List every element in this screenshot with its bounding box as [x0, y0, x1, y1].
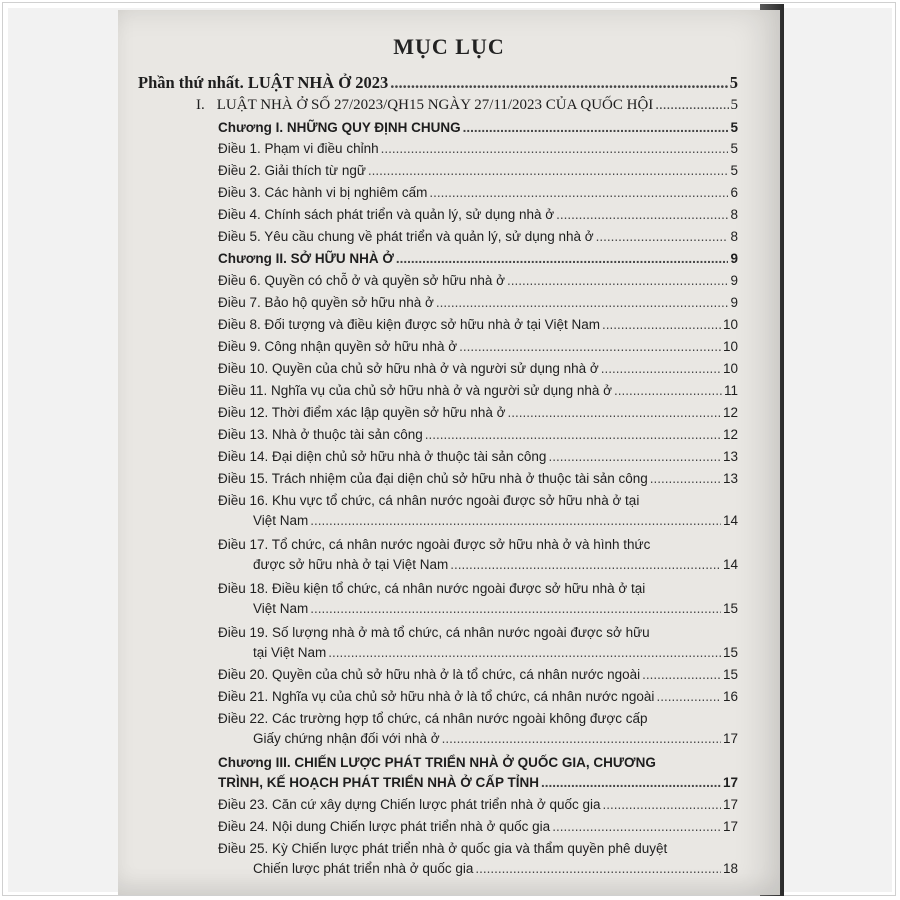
toc-leader [507, 273, 728, 288]
toc-chapter-continuation [218, 775, 738, 790]
toc-leader [429, 185, 728, 200]
toc-article [218, 449, 738, 464]
toc-article-continuation [253, 861, 738, 876]
toc-law [196, 97, 738, 114]
toc-entry-text: Chương I. NHỮNG QUY ĐỊNH CHUNG [218, 120, 461, 135]
toc-entry-text: Điều 11. Nghĩa vụ của chủ sở hữu nhà ở và người sử dụng nhà ở [218, 383, 612, 398]
toc-article [218, 471, 738, 486]
toc-page-number: 9 [730, 251, 738, 266]
toc-article-continuation [253, 731, 738, 746]
toc-leader [310, 601, 721, 616]
toc-leader [642, 667, 721, 682]
toc-article [218, 797, 738, 812]
toc-entry-text: Điều 8. Đối tượng và điều kiện được sở hữu nhà ở tại Việt Nam [218, 317, 600, 332]
toc-page-number: 17 [722, 775, 738, 790]
toc-leader [508, 405, 721, 420]
toc-entry-text: Điều 10. Quyền của chủ sở hữu nhà ở và người sử dụng nhà ở [218, 361, 599, 376]
toc-article [218, 229, 738, 244]
toc-entry-text: Điều 21. Nghĩa vụ của chủ sở hữu nhà ở là tổ chức, cá nhân nước ngoài [218, 689, 655, 704]
toc-leader [548, 449, 721, 464]
toc-article [218, 317, 738, 332]
toc-page-number: 5 [730, 141, 738, 156]
toc-leader [602, 317, 721, 332]
toc-law-number: I. [196, 97, 205, 113]
toc-leader [614, 383, 722, 398]
toc-article [218, 295, 738, 310]
toc-page-number: 8 [730, 229, 738, 244]
toc-page-number: 12 [722, 427, 738, 442]
toc-chapter [218, 251, 738, 266]
toc-leader [601, 361, 721, 376]
toc-leader [436, 295, 729, 310]
toc-article [218, 163, 738, 178]
toc-part [138, 73, 738, 93]
toc-leader [328, 645, 721, 660]
toc-page-number: 6 [730, 185, 738, 200]
toc-page-number: 14 [722, 557, 738, 572]
toc-article-line: Điều 19. Số lượng nhà ở mà tổ chức, cá nhân nước ngoài được sở hữu [218, 625, 650, 640]
toc-continuation-text: Việt Nam [253, 601, 309, 616]
toc-continuation-text: tại Việt Nam [253, 645, 327, 660]
toc-page-number: 17 [722, 731, 738, 746]
toc-page-number: 5 [729, 73, 738, 92]
toc-chapter [218, 120, 738, 135]
toc-leader [541, 775, 721, 790]
toc-page-number: 15 [722, 667, 738, 682]
toc-page-number: 17 [722, 797, 738, 812]
toc-law-text: LUẬT NHÀ Ở SỐ 27/2023/QH15 NGÀY 27/11/2023 CỦA QUỐC HỘI [216, 97, 654, 113]
toc-leader [310, 513, 721, 528]
toc-leader [596, 229, 729, 244]
toc-page-number: 17 [722, 819, 738, 834]
toc-continuation-text: TRÌNH, KẾ HOẠCH PHÁT TRIỂN NHÀ Ở CẤP TỈNH [218, 775, 540, 790]
toc-part-text: Phần thứ nhất. LUẬT NHÀ Ở 2023 [138, 73, 389, 92]
toc-article-continuation [253, 601, 738, 616]
toc-continuation-text: Chiến lược phát triển nhà ở quốc gia [253, 861, 474, 876]
toc-page-number: 8 [730, 207, 738, 222]
page-title: MỤC LỤC [393, 34, 505, 59]
toc-entry-text: Chương II. SỞ HỮU NHÀ Ở [218, 251, 394, 266]
toc-article-line: Điều 17. Tổ chức, cá nhân nước ngoài được sở hữu nhà ở và hình thức [218, 537, 651, 552]
toc-page-number: 10 [722, 339, 738, 354]
toc-article [218, 141, 738, 156]
toc-entry-text: Điều 14. Đại diện chủ sở hữu nhà ở thuộc tài sản công [218, 449, 547, 464]
toc-leader [450, 557, 721, 572]
toc-leader [656, 689, 721, 704]
toc-entry-text: Điều 1. Phạm vi điều chỉnh [218, 141, 379, 156]
toc-leader [650, 471, 721, 486]
toc-entry-text: Điều 7. Bảo hộ quyền sở hữu nhà ở [218, 295, 434, 310]
toc-page-number: 18 [722, 861, 738, 876]
toc-leader [368, 163, 729, 178]
toc-page-number: 15 [722, 645, 738, 660]
toc-leader [552, 819, 721, 834]
toc-article [218, 383, 738, 398]
toc-leader [655, 97, 728, 114]
toc-article [218, 361, 738, 376]
toc-article [218, 185, 738, 200]
toc-article [218, 273, 738, 288]
toc-continuation-text: được sở hữu nhà ở tại Việt Nam [253, 557, 449, 572]
toc-entry-text: Điều 3. Các hành vi bị nghiêm cấm [218, 185, 428, 200]
toc-page-number: 13 [722, 471, 738, 486]
toc-page-number: 11 [723, 383, 738, 398]
book-page [118, 10, 780, 895]
toc-entry-text: Điều 15. Trách nhiệm của đại diện chủ sở hữu nhà ở thuộc tài sản công [218, 471, 648, 486]
toc-leader [381, 141, 729, 156]
toc-leader [396, 251, 729, 266]
toc-continuation-text: Giấy chứng nhận đối với nhà ở [253, 731, 440, 746]
toc-leader [459, 339, 721, 354]
toc-page-number: 9 [730, 273, 738, 288]
toc-article [218, 405, 738, 420]
toc-article [218, 207, 738, 222]
toc-article [218, 667, 738, 682]
toc-article-line: Điều 22. Các trường hợp tổ chức, cá nhân nước ngoài không được cấp [218, 711, 648, 726]
toc-entry-text: Điều 20. Quyền của chủ sở hữu nhà ở là tổ chức, cá nhân nước ngoài [218, 667, 641, 682]
toc-entry-text: Điều 13. Nhà ở thuộc tài sản công [218, 427, 423, 442]
toc-article-continuation [253, 557, 738, 572]
toc-page-number: 10 [722, 361, 738, 376]
toc-article-continuation [253, 645, 738, 660]
toc-page-number: 15 [722, 601, 738, 616]
toc-article [218, 819, 738, 834]
toc-page-number: 16 [722, 689, 738, 704]
toc-leader [390, 73, 727, 93]
toc-entry-text: Điều 23. Căn cứ xây dựng Chiến lược phát triển nhà ở quốc gia [218, 797, 601, 812]
toc-page-number: 10 [722, 317, 738, 332]
toc-page-number: 12 [722, 405, 738, 420]
toc-page-number: 14 [722, 513, 738, 528]
toc-article [218, 689, 738, 704]
toc-article-line: Điều 18. Điều kiện tổ chức, cá nhân nước ngoài được sở hữu nhà ở tại [218, 581, 646, 596]
toc-article [218, 427, 738, 442]
toc-entry-text: Điều 9. Công nhận quyền sở hữu nhà ở [218, 339, 458, 354]
toc-continuation-text: Việt Nam [253, 513, 309, 528]
toc-leader [442, 731, 721, 746]
toc-leader [475, 861, 721, 876]
toc-page-number: 5 [730, 163, 738, 178]
toc-entry-text: Điều 12. Thời điểm xác lập quyền sở hữu nhà ở [218, 405, 506, 420]
toc-page-number: 5 [730, 120, 738, 135]
toc-article [218, 339, 738, 354]
toc-page-number: 5 [730, 97, 738, 113]
toc-leader [603, 797, 721, 812]
toc-page-number: 13 [722, 449, 738, 464]
toc-entry-text: Điều 2. Giải thích từ ngữ [218, 163, 366, 178]
toc-page-number: 9 [730, 295, 738, 310]
toc-article-line: Điều 25. Kỳ Chiến lược phát triển nhà ở quốc gia và thẩm quyền phê duyệt [218, 841, 668, 856]
toc-entry-text: Điều 5. Yêu cầu chung về phát triển và quản lý, sử dụng nhà ở [218, 229, 594, 244]
toc-leader [556, 207, 728, 222]
toc-chapter-line: Chương III. CHIẾN LƯỢC PHÁT TRIỂN NHÀ Ở QUỐC GIA, CHƯƠNG [218, 755, 656, 770]
toc-entry-text: Điều 4. Chính sách phát triển và quản lý, sử dụng nhà ở [218, 207, 555, 222]
toc-entry-text: Điều 6. Quyền có chỗ ở và quyền sở hữu nhà ở [218, 273, 506, 288]
toc-leader [425, 427, 721, 442]
toc-article-line: Điều 16. Khu vực tổ chức, cá nhân nước ngoài được sở hữu nhà ở tại [218, 493, 640, 508]
toc-leader [463, 120, 729, 135]
toc-entry-text: Điều 24. Nội dung Chiến lược phát triển nhà ở quốc gia [218, 819, 551, 834]
toc-article-continuation [253, 513, 738, 528]
